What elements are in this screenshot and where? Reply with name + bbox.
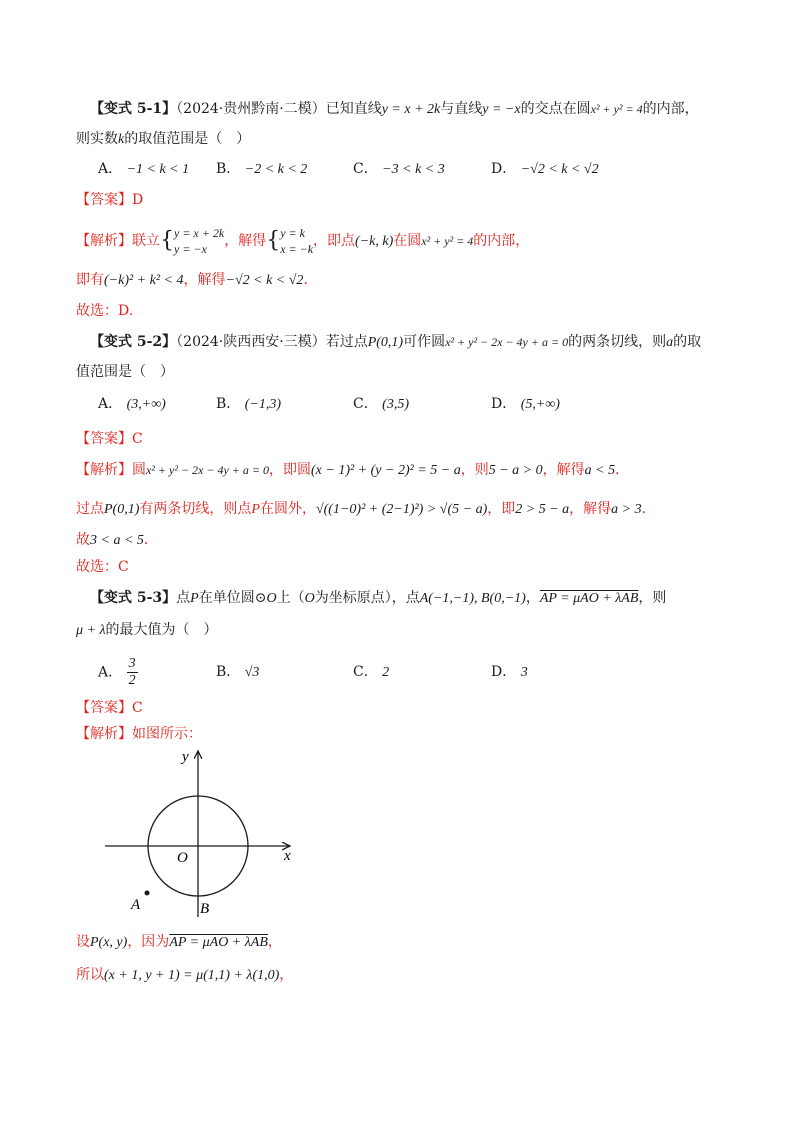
problem-5-1-stem-cont: 则实数k的取值范围是（ ） xyxy=(76,131,251,147)
y-axis-label: y xyxy=(182,749,189,765)
solution-5-2-line3: 故3 < a < 5． xyxy=(76,532,158,548)
option-a: A． −1 < k < 1 xyxy=(98,161,190,177)
option-d: D． 3 xyxy=(491,664,528,680)
option-a: A． (3,+∞) xyxy=(98,396,166,412)
solution-5-1-line1: 【解析】联立{ y = x + 2k y = −x ，解得{ y = k x = −k ，即点(−k, k)在圆x² + y² = 4的内部， xyxy=(76,226,530,256)
answer-5-2: 【答案】C xyxy=(76,431,143,447)
solution-5-2-line1: 【解析】圆x² + y² − 2x − 4y + a = 0，即圆(x − 1)² + (y − 2)² = 5 − a，则5 − a > 0，解得a < 5． xyxy=(76,462,630,478)
option-b: B． √3 xyxy=(216,664,260,680)
solution-5-3-intro: 【解析】如图所示： xyxy=(76,726,202,742)
unit-circle-figure xyxy=(100,745,310,920)
option-c: C． −3 < k < 3 xyxy=(353,161,445,177)
option-c: C． (3,5) xyxy=(353,396,409,412)
final-5-1: 故选：D. xyxy=(76,303,134,319)
solution-5-2-line2: 过点P(0,1)有两条切线，则点P在圆外，√((1−0)² + (2−1)²) > √(5 − a)，即2 > 5 − a，解得a > 3． xyxy=(76,501,656,517)
option-c: C． 2 xyxy=(353,664,390,680)
option-a: A． $\frac{3}{2}$ xyxy=(98,656,136,688)
option-d: D． −√2 < k < √2 xyxy=(491,161,599,177)
solution-5-3-line1: 设P(x, y)，因为AP = μAO + λAB， xyxy=(76,934,282,950)
problem-5-3-stem: 【变式 5-3】点P在单位圆⊙O上（O为坐标原点），点A(−1,−1), B(0,−1)，AP = μAO + λAB，则 xyxy=(90,590,667,606)
solution-5-3-line2: 所以(x + 1, y + 1) = μ(1,1) + λ(1,0)， xyxy=(76,967,294,983)
point-a-dot xyxy=(145,891,150,896)
point-a-label: A xyxy=(131,897,141,913)
problem-5-3-stem-cont: μ + λ的最大值为（ ） xyxy=(76,622,218,638)
answer-5-3: 【答案】C xyxy=(76,700,143,716)
answer-5-1: 【答案】D xyxy=(76,192,144,208)
option-d: D． (5,+∞) xyxy=(491,396,560,412)
problem-tag: 【变式 5-2】 xyxy=(90,334,177,350)
problem-5-1-stem: 【变式 5-1】（2024·贵州黔南·二模）已知直线y = x + 2k与直线y = −x的交点在圆x² + y² = 4的内部， xyxy=(90,101,699,117)
problem-5-2-stem-cont: 值范围是（ ） xyxy=(76,364,174,380)
solution-5-1-line2: 即有(−k)² + k² < 4，解得−√2 < k < √2． xyxy=(76,272,318,288)
x-axis-label: x xyxy=(284,848,291,864)
problem-5-2-stem: 【变式 5-2】（2024·陕西西安·三模）若过点P(0,1)可作圆x² + y² − 2x − 4y + a = 0的两条切线，则a的取 xyxy=(90,334,702,350)
point-b-label: B xyxy=(200,901,210,917)
option-b: B． −2 < k < 2 xyxy=(216,161,308,177)
problem-tag: 【变式 5-1】 xyxy=(90,101,177,117)
option-b: B． (−1,3) xyxy=(216,396,282,412)
final-5-2: 故选：C xyxy=(76,559,129,575)
origin-label: O xyxy=(177,850,188,866)
problem-tag: 【变式 5-3】 xyxy=(90,590,177,606)
